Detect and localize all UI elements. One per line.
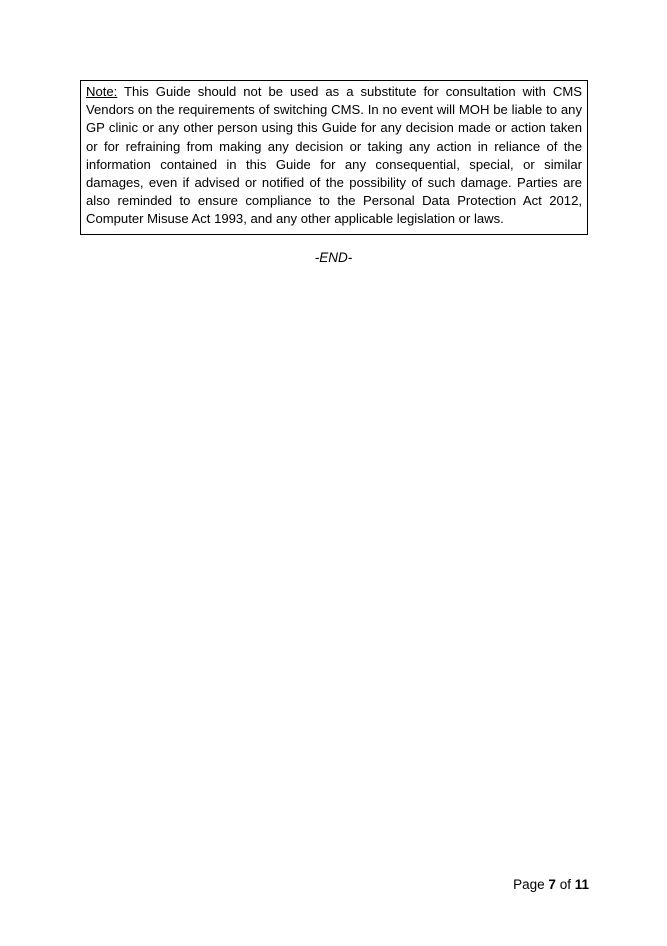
page-number-footer bbox=[513, 877, 589, 892]
of-word: of bbox=[559, 877, 571, 892]
note-label: Note: bbox=[86, 84, 118, 99]
disclaimer-text: This Guide should not be used as a substitute for consultation with CMS Vendors on the requirements of switching CMS. In no event will MOH be liable to any GP clinic or any other person using this Guide for any decision made or action taken or for refraining from making any decision or taking any action in reliance of the information contained in this Guide for any consequential, special, or similar damages, even if advised or notified of the possibility of such damage. Parties are also reminded to ensure compliance to the Personal Data Protection Act 2012, Computer Misuse Act 1993, and any other applicable legislation or laws. bbox=[86, 84, 582, 227]
page-word: Page bbox=[513, 877, 545, 892]
disclaimer-note-box bbox=[80, 80, 588, 235]
current-page-number: 7 bbox=[548, 877, 556, 892]
total-pages-number: 11 bbox=[574, 877, 589, 892]
end-marker: -END- bbox=[314, 250, 353, 265]
